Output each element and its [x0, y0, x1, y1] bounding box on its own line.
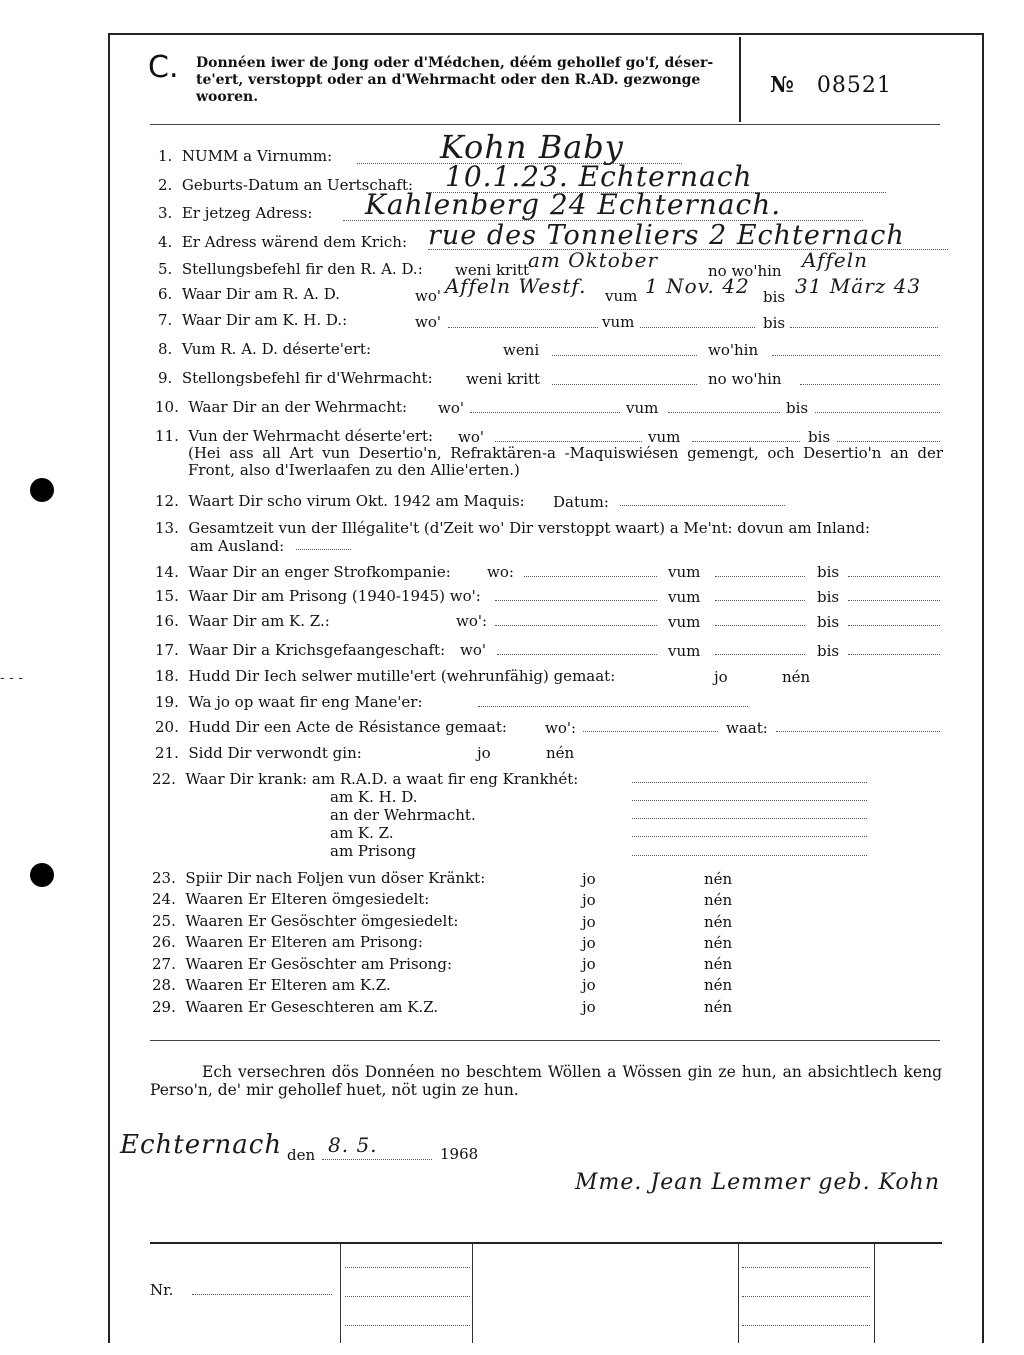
place-handwritten: Echternach [120, 1130, 283, 1160]
footer-nr-label: Nr. [150, 1281, 174, 1299]
rad-order-handwritten: am Oktober [528, 248, 659, 272]
form-border-left [108, 33, 110, 1343]
field-2: 2. Geburts-Datum an Uertschaft: [158, 176, 414, 194]
field-23-yes[interactable]: jo [582, 870, 596, 888]
form-border-top [108, 33, 983, 35]
address-handwritten: Kahlenberg 24 Echternach. [365, 188, 782, 221]
field-20: 20. Hudd Dir een Acte de Résistance gemaat: [155, 718, 507, 736]
field-18-no[interactable]: nén [782, 668, 811, 686]
header-rule [150, 124, 940, 125]
field-1: 1. NUMM a Virnumm: [158, 147, 333, 165]
field-22: 22. Waar Dir krank: am R.A.D. a waat fir eng Krankhét: [152, 770, 579, 788]
declaration-text: Ech versechren dös Donnéen no beschtem Wöllen a Wössen gin ze hun, an absichtlech keng Perso'n, de' mir gehollef huet, nöt ugin ze hun. [150, 1063, 942, 1099]
field-12: 12. Waart Dir scho virum Okt. 1942 am Maquis: [155, 492, 525, 510]
field-19: 19. Wa jo op waat fir eng Mane'er: [155, 693, 423, 711]
field-29: 29. Waaren Er Geseschteren am K.Z. [152, 998, 439, 1016]
field-21-no[interactable]: nén [546, 744, 575, 762]
field-3: 3. Er jetzeg Adress: [158, 204, 313, 222]
year-label: 1968 [440, 1145, 479, 1163]
field-24-yes[interactable]: jo [582, 891, 596, 909]
rad-place-handwritten: Affeln [802, 248, 869, 272]
footer-rule [150, 1242, 942, 1244]
field-17: 17. Waar Dir a Krichsgefaangeschaft: [155, 641, 446, 659]
serial-number [770, 72, 892, 98]
margin-mark: - - - [0, 670, 24, 686]
signature: Mme. Jean Lemmer geb. Kohn [575, 1170, 940, 1195]
field-9: 9. Stellongsbefehl fir d'Wehrmacht: [158, 369, 433, 387]
form-border-right [982, 33, 984, 1343]
field-28-no[interactable]: nén [704, 976, 733, 994]
field-25-no[interactable]: nén [704, 913, 733, 931]
field-5: 5. Stellungsbefehl fir den R. A. D.: [158, 260, 423, 278]
field-26-yes[interactable]: jo [582, 934, 596, 952]
rad-to-handwritten: 31 März 43 [795, 274, 922, 298]
field-26-no[interactable]: nén [704, 934, 733, 952]
field-11: 11. Vun der Wehrmacht déserte'ert: [155, 427, 434, 445]
den-label: den [287, 1146, 316, 1164]
field-28: 28. Waaren Er Elteren am K.Z. [152, 976, 391, 994]
serial-value: 08521 [816, 73, 892, 98]
header-divider [739, 37, 741, 122]
name-handwritten: Kohn Baby [440, 128, 624, 166]
field-21: 21. Sidd Dir verwondt gin: [155, 744, 362, 762]
field-15: 15. Waar Dir am Prisong (1940-1945) wo': [155, 587, 481, 605]
field-16: 16. Waar Dir am K. Z.: [155, 612, 330, 630]
war-address-handwritten: rue des Tonneliers 2 Echternach [428, 220, 905, 251]
punch-hole [30, 478, 54, 502]
declaration-rule [150, 1040, 940, 1041]
field-27-no[interactable]: nén [704, 955, 733, 973]
field-24-no[interactable]: nén [704, 891, 733, 909]
field-8: 8. Vum R. A. D. déserte'ert: [158, 340, 371, 358]
field-11-note: (Hei ass all Art vun Desertio'n, Refraktären-a -Maquiswiésen gemengt, och Desertio'n an der Front, also d'Iwerlaafen zu den Allie'erten.) [188, 444, 943, 479]
field-13: 13. Gesamtzeit vun der Illégalite't (d'Zeit wo' Dir verstoppt waart) a Me'nt: dovun am Inland: [155, 519, 871, 537]
field-4: 4. Er Adress wärend dem Krich: [158, 233, 408, 251]
field-14: 14. Waar Dir an enger Strofkompanie: [155, 563, 451, 581]
field-27-yes[interactable]: jo [582, 955, 596, 973]
field-18-yes[interactable]: jo [714, 668, 728, 686]
field-25: 25. Waaren Er Gesöschter ömgesiedelt: [152, 912, 459, 930]
field-28-yes[interactable]: jo [582, 976, 596, 994]
field-23-no[interactable]: nén [704, 870, 733, 888]
field-6: 6. Waar Dir am R. A. D. [158, 285, 340, 303]
field-18: 18. Hudd Dir Iech selwer mutille'ert (wehrunfähig) gemaat: [155, 667, 616, 685]
rad-where-handwritten: Affeln Westf. [445, 274, 587, 298]
birth-handwritten: 10.1.23. Echternach [445, 160, 753, 193]
field-29-no[interactable]: nén [704, 998, 733, 1016]
date-handwritten: 8. 5. [328, 1133, 378, 1157]
section-letter: C. [148, 50, 179, 85]
field-26: 26. Waaren Er Elteren am Prisong: [152, 933, 423, 951]
field-21-yes[interactable]: jo [477, 744, 491, 762]
number-sign: № [770, 72, 795, 98]
punch-hole [30, 863, 54, 887]
field-29-yes[interactable]: jo [582, 998, 596, 1016]
form-title: Donnéen iwer de Jong oder d'Médchen, déém gehollef go'f, déser-te'ert, verstoppt oder an d'Wehrmacht oder den R.AD. gezwonge wooren. [196, 55, 714, 105]
rad-from-handwritten: 1 Nov. 42 [645, 274, 750, 298]
field-25-yes[interactable]: jo [582, 913, 596, 931]
field-23: 23. Spiir Dir nach Foljen vun döser Kränkt: [152, 869, 486, 887]
field-10: 10. Waar Dir an der Wehrmacht: [155, 398, 408, 416]
field-27: 27. Waaren Er Gesöschter am Prisong: [152, 955, 453, 973]
field-7: 7. Waar Dir am K. H. D.: [158, 311, 348, 329]
field-24: 24. Waaren Er Elteren ömgesiedelt: [152, 890, 430, 908]
